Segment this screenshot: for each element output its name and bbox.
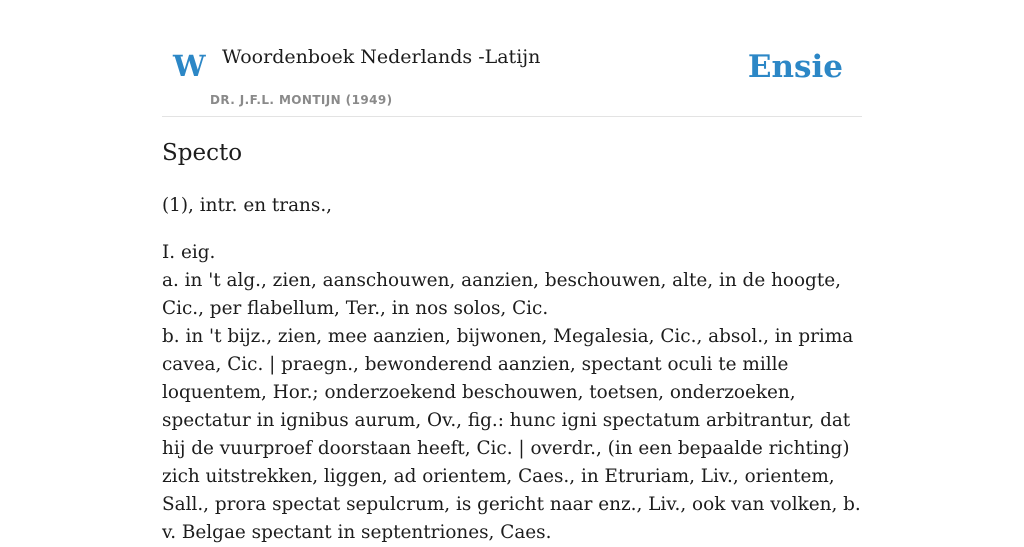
ensie-logo[interactable]: Ensie: [747, 49, 843, 85]
entry-body: [162, 192, 862, 547]
sense-b: b. in 't bijz., zien, mee aanzien, bijwonen, Megalesia, Cic., absol., in prima cavea, Cic. | praegn., bewonderend aanzien, spectant oculi te mille loquentem, Hor.; onderzoekend beschouwen, toetsen, onderzoeken, spectatur in ignibus aurum, Ov., fig.: hunc igni spectatum arbitrantur, dat hij de vuurproef doorstaan heeft, Cic. | overdr., (in een bepaalde richting) zich uitstrekken, liggen, ad orientem, Caes., in Etruriam, Liv., orientem, Sall., prora spectat sepulcrum, is gericht naar enz., Liv., ook van volken, b. v. Belgae spectant in septentriones, Caes.: [162, 326, 861, 543]
dictionary-logo[interactable]: W: [173, 49, 206, 83]
grammar-info: (1), intr. en trans.,: [162, 195, 333, 216]
sense-a: a. in 't alg., zien, aanschouwen, aanzien, beschouwen, alte, in de hoogte, Cic., per flabellum, Ter., in nos solos, Cic.: [162, 270, 841, 319]
dictionary-title[interactable]: Woordenboek Nederlands -Latijn: [222, 46, 541, 68]
dictionary-author: DR. J.F.L. MONTIJN (1949): [210, 93, 393, 107]
header: [162, 0, 862, 117]
page-title: Specto: [162, 140, 243, 166]
sense-heading: I. eig.: [162, 242, 216, 263]
